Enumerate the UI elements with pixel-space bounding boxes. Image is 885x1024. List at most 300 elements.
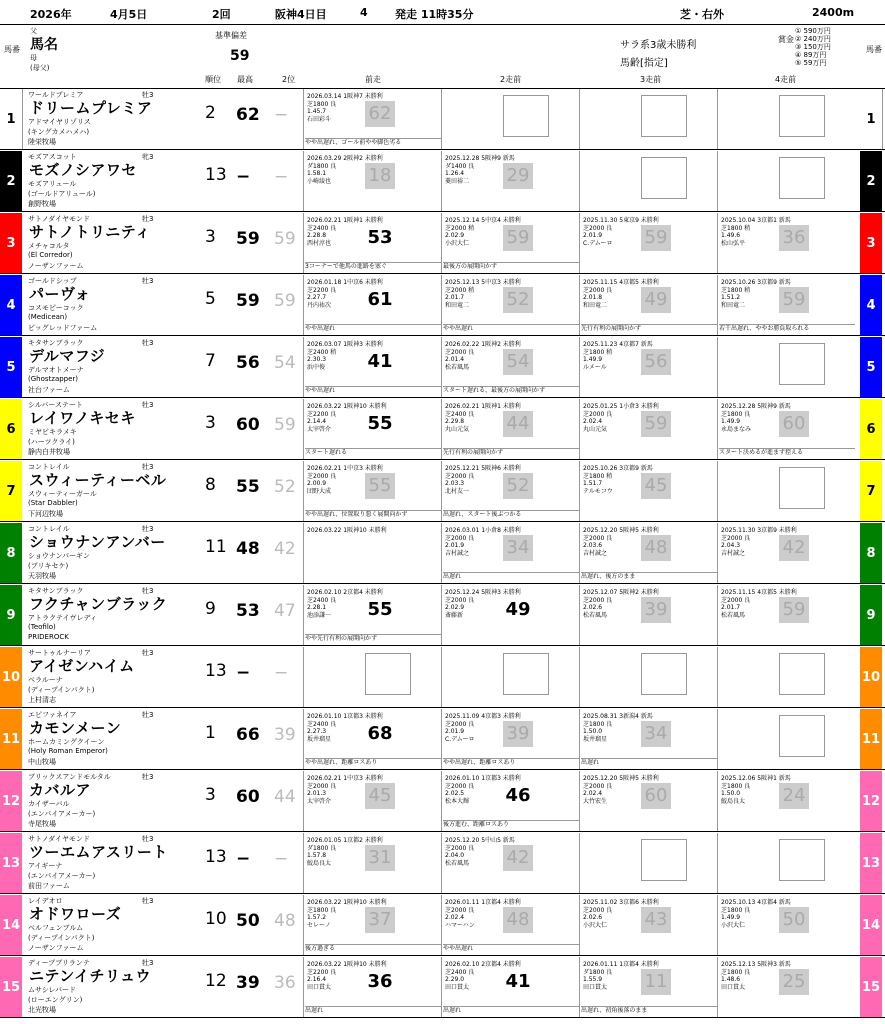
race-number: 4 <box>360 6 368 19</box>
past-race-index: 55 <box>365 473 395 499</box>
empty-race-grid <box>779 343 825 385</box>
best-index: 56 <box>236 353 260 373</box>
past-race-2 <box>443 91 579 147</box>
past-race-3 <box>581 711 717 767</box>
rank-value: 13 <box>205 847 227 867</box>
breeder: ノーザンファーム <box>28 262 84 270</box>
past-race-1 <box>305 463 441 519</box>
column-divider <box>717 585 718 645</box>
best-index: − <box>236 167 251 187</box>
breeder: 中山牧場 <box>28 758 56 766</box>
horse-number: 8 <box>860 523 882 583</box>
horse-age: 牡3 <box>142 91 154 99</box>
horse-age: 牡3 <box>142 215 154 223</box>
column-divider <box>441 523 442 583</box>
second-index: 42 <box>274 539 296 559</box>
col-prev1-label: 前走 <box>365 75 381 84</box>
past-race-info: 2025.12.07 5阪神2 未勝利 芝2000 良 2.02.6 松若風馬 <box>583 589 659 619</box>
column-divider <box>303 647 304 707</box>
dam-name: アイギーナ <box>28 862 63 870</box>
column-divider <box>579 957 580 1017</box>
horse-age: 牡3 <box>142 339 154 347</box>
horse-age: 牡3 <box>142 835 154 843</box>
horse-number: 4 <box>0 275 22 335</box>
breeder: 静内白井牧場 <box>28 448 70 456</box>
column-divider <box>579 833 580 893</box>
rank-value: 8 <box>205 475 216 495</box>
past-race-index: 41 <box>367 351 393 372</box>
column-divider <box>579 151 580 211</box>
past-race-comment: やや出遅れ <box>443 324 579 333</box>
past-race-comment: 出遅れ、スタート後ぶつかる <box>443 510 579 519</box>
past-race-info: 2026.02.21 1中京3 未勝利 芝2000 良 2.01.3 太宰啓介 <box>307 775 383 805</box>
index-summary <box>230 841 304 881</box>
past-race-comment: 若干出遅れ、ややお勝負取られる <box>719 324 855 333</box>
breeder: 北光牧場 <box>28 1006 56 1014</box>
past-race-index: 42 <box>503 845 533 871</box>
past-race-3 <box>581 91 717 147</box>
horse-name[interactable]: ショウナンアンバー <box>29 533 166 551</box>
horse-row <box>0 523 885 584</box>
horse-row <box>0 275 885 336</box>
index-summary <box>230 345 304 385</box>
horse-number: 11 <box>0 709 22 769</box>
column-divider <box>579 213 580 273</box>
past-race-info: 2025.12.20 5阪神5 未勝利 芝2000 良 2.03.6 吉村誠之 <box>583 527 659 557</box>
past-race-comment: 出遅れ <box>443 1006 579 1015</box>
prize-1: ① 590万円 <box>795 27 831 35</box>
horse-number: 10 <box>860 647 882 707</box>
second-index: 54 <box>274 353 296 373</box>
horse-name[interactable]: レイワノキセキ <box>29 409 136 427</box>
index-summary <box>230 469 304 509</box>
horse-name[interactable]: オドワローズ <box>29 905 122 923</box>
horse-name[interactable]: カバルア <box>29 781 92 799</box>
broodmare-sire: (Star Dabbler) <box>28 499 78 507</box>
past-race-index: 55 <box>367 599 393 620</box>
column-divider <box>717 213 718 273</box>
second-index: 59 <box>274 229 296 249</box>
past-race-1 <box>305 153 441 209</box>
race-condition: 馬齢[指定] <box>620 58 668 69</box>
past-race-info: 2025.08.31 3新潟4 新馬 芝1800 良 1.50.0 坂井瑠星 <box>583 713 653 743</box>
past-race-index: 24 <box>779 783 809 809</box>
past-race-index: 39 <box>503 721 533 747</box>
broodmare-sire: (ディープインパクト) <box>28 686 95 694</box>
past-race-3 <box>581 525 717 581</box>
past-race-1 <box>305 215 441 271</box>
sire-name: コントレイル <box>28 525 70 533</box>
horse-number: 2 <box>0 151 22 211</box>
column-divider <box>579 461 580 521</box>
column-divider <box>441 461 442 521</box>
past-race-index: 11 <box>641 969 671 995</box>
past-race-info: 2025.11.30 3京都9 未勝利 芝2000 良 2.04.3 吉村誠之 <box>721 527 797 557</box>
column-divider <box>579 709 580 769</box>
empty-race-grid <box>779 715 825 757</box>
horse-number: 15 <box>0 957 22 1017</box>
horse-row <box>0 461 885 522</box>
rank-value: 9 <box>205 599 216 619</box>
second-index: 39 <box>274 725 296 745</box>
horse-number: 8 <box>0 523 22 583</box>
horse-info <box>24 461 200 521</box>
past-race-1 <box>305 711 441 767</box>
past-race-2 <box>443 153 579 209</box>
dam-name: アドマイヤリゾリス <box>28 118 91 126</box>
rank-value: 12 <box>205 971 227 991</box>
past-race-comment: スタート遅れる <box>305 448 441 457</box>
second-index: 47 <box>274 601 296 621</box>
horse-number: 6 <box>0 399 22 459</box>
best-index: 48 <box>236 539 260 559</box>
past-race-2 <box>443 339 579 395</box>
horse-number: 1 <box>0 89 23 149</box>
sire-name: サトノダイヤモンド <box>28 835 90 843</box>
second-index: 48 <box>274 911 296 931</box>
horse-number: 1 <box>860 89 883 149</box>
past-race-index: 44 <box>503 411 533 437</box>
horse-name[interactable]: フクチャンブラック <box>29 595 168 613</box>
past-race-4 <box>719 959 855 1015</box>
past-race-1 <box>305 277 441 333</box>
column-divider <box>717 709 718 769</box>
past-race-2 <box>443 649 579 705</box>
past-race-4 <box>719 773 855 829</box>
best-index: 59 <box>236 291 260 311</box>
horse-number: 6 <box>860 399 882 459</box>
horse-info <box>24 957 200 1017</box>
past-race-info: 2026.01.05 1京都2 未勝利 ダ1800 良 1.57.8 鮫島良太 <box>307 837 383 867</box>
column-divider <box>441 585 442 645</box>
col-prev2-label: 2走前 <box>500 75 522 84</box>
col-prev4-label: 4走前 <box>775 75 797 84</box>
horse-info <box>24 523 200 583</box>
past-race-comment: 後方進む、距離ロスあり <box>443 820 579 829</box>
rank-value: 13 <box>205 165 227 185</box>
race-date: 4月5日 <box>110 8 148 21</box>
empty-race-grid <box>641 157 687 199</box>
second-index: − <box>274 167 289 187</box>
best-index: 62 <box>236 105 260 125</box>
horse-name[interactable]: サトノトリニティ <box>29 223 151 241</box>
column-divider <box>579 89 580 149</box>
horse-age: 牡3 <box>142 897 154 905</box>
horse-name[interactable]: アイゼンハイム <box>29 657 135 675</box>
past-race-index: 25 <box>779 969 809 995</box>
prize-5: ⑤ 59万円 <box>795 59 827 67</box>
empty-race-grid <box>503 95 549 137</box>
second-index: 59 <box>274 415 296 435</box>
past-race-info: 2025.12.21 5阪神6 未勝利 芝2000 良 2.03.3 北村友一 <box>445 465 521 495</box>
horse-info <box>24 399 200 459</box>
column-divider <box>441 709 442 769</box>
past-race-info: 2025.11.02 3京都6 未勝利 芝2000 良 2.02.6 小沢大仁 <box>583 899 659 929</box>
index-summary <box>230 655 304 695</box>
horse-number: 14 <box>0 895 22 955</box>
sire-name: ブリックスアンドモルタル <box>28 773 111 781</box>
column-divider <box>303 399 304 459</box>
past-race-3 <box>581 339 717 395</box>
horse-info <box>24 89 200 149</box>
past-race-1 <box>305 525 441 581</box>
rank-value: 3 <box>205 413 216 433</box>
col-horse-label: 馬名 <box>30 37 58 53</box>
past-race-2 <box>443 835 579 891</box>
past-race-1 <box>305 587 441 643</box>
past-race-index: 52 <box>503 287 533 313</box>
dam-name: モズアリュール <box>28 180 77 188</box>
past-race-info: 2026.01.10 1京都3 未勝利 芝2400 良 2.27.3 坂井瑠星 <box>307 713 383 743</box>
horse-name[interactable]: デルマフジ <box>29 347 106 365</box>
past-race-3 <box>581 401 717 457</box>
past-race-index: 37 <box>365 907 395 933</box>
past-race-info: 2025.12.20 5中山5 新馬 芝2000 良 2.04.0 松若風馬 <box>445 837 515 867</box>
horse-row <box>0 771 885 832</box>
column-divider <box>441 895 442 955</box>
race-kai: 2回 <box>212 8 231 21</box>
horse-row <box>0 957 885 1018</box>
past-race-info: 2025.10.26 3京都9 新馬 芝1800 稍 1.51.7 テルモコウ <box>583 465 653 495</box>
horse-row <box>0 709 885 770</box>
horse-name[interactable]: パーヴォ <box>29 285 91 303</box>
horse-info <box>24 833 200 893</box>
column-divider <box>441 151 442 211</box>
rank-value: 7 <box>205 351 216 371</box>
past-race-comment: 最後方の展開向かず <box>443 262 579 271</box>
column-divider <box>717 771 718 831</box>
past-race-1 <box>305 897 441 953</box>
horse-number: 12 <box>860 771 882 831</box>
horse-number: 15 <box>860 957 882 1017</box>
past-race-index: 48 <box>641 535 671 561</box>
horse-number: 2 <box>860 151 882 211</box>
past-race-4 <box>719 463 855 519</box>
past-race-index: 59 <box>641 411 671 437</box>
horse-number: 9 <box>0 585 22 645</box>
horse-info <box>24 895 200 955</box>
breeder: 前田ファーム <box>28 882 70 890</box>
sire-name: シルバーステート <box>28 401 83 409</box>
horse-name[interactable]: ドリームプレミア <box>29 99 153 117</box>
broodmare-sire: (Teofilo) <box>28 623 56 631</box>
sire-name: エピファネイア <box>28 711 77 719</box>
best-index: 60 <box>236 415 260 435</box>
race-start-time: 発走 11時35分 <box>395 8 474 21</box>
past-race-info: 2026.02.21 1阪神1 未勝利 芝2400 良 2.29.8 丸山元気 <box>445 403 521 433</box>
column-divider <box>579 647 580 707</box>
past-race-index: 49 <box>641 287 671 313</box>
horse-number: 11 <box>860 709 882 769</box>
dam-name: ベルフェンブルム <box>28 924 84 932</box>
past-race-info: 2026.03.01 1小倉8 未勝利 芝2000 良 2.01.9 吉村誠之 <box>445 527 521 557</box>
broodmare-sire: (ハーツクライ) <box>28 438 75 446</box>
broodmare-sire: (Ghostzapper) <box>28 375 79 383</box>
horse-row <box>0 151 885 212</box>
empty-race-grid <box>779 157 825 199</box>
second-index: − <box>274 105 289 125</box>
past-race-index: 62 <box>365 101 395 127</box>
index-summary <box>230 903 304 943</box>
past-race-index: 36 <box>367 971 393 992</box>
column-divider <box>303 151 304 211</box>
column-divider <box>717 523 718 583</box>
column-divider <box>303 461 304 521</box>
past-race-info: 2025.11.30 5東京9 未勝利 芝2000 良 2.01.9 C.デムーロ <box>583 217 659 247</box>
horse-info <box>24 585 200 645</box>
horse-name[interactable]: スウィーティーベル <box>29 471 167 489</box>
past-race-info: 2026.01.10 1京都3 未勝利 芝2000 良 2.02.5 松本大輝 <box>445 775 521 805</box>
rank-value: 1 <box>205 723 216 743</box>
index-summary <box>230 593 304 633</box>
past-race-index: 43 <box>641 907 671 933</box>
dam-name: スウィーティーガール <box>28 490 97 498</box>
column-divider <box>717 461 718 521</box>
dam-name: カイザーバル <box>28 800 70 808</box>
dam-name: ミヤビキラメキ <box>28 428 77 436</box>
past-race-info: 2025.12.13 5中京3 未勝利 芝2000 稍 2.01.7 和田竜二 <box>445 279 521 309</box>
past-race-comment: やや出遅れ、位置取り悪く展開向かず <box>305 510 441 519</box>
broodmare-sire: (El Corredor) <box>28 251 73 259</box>
column-divider <box>303 957 304 1017</box>
column-divider <box>717 833 718 893</box>
horse-number: 13 <box>860 833 882 893</box>
past-race-index: 34 <box>641 721 671 747</box>
prize-3: ③ 150万円 <box>795 43 831 51</box>
dam-name: メチャコルタ <box>28 242 70 250</box>
col-gate-label: 馬番 <box>4 45 20 54</box>
empty-race-grid <box>641 95 687 137</box>
column-divider <box>441 89 442 149</box>
column-divider <box>303 585 304 645</box>
column-divider <box>441 275 442 335</box>
past-race-info: 2026.03.07 1阪神3 未勝利 芝2400 稍 2.30.3 浜中俊 <box>307 341 383 371</box>
past-race-index: 53 <box>367 227 393 248</box>
sire-name: レイデオロ <box>28 897 63 905</box>
breeder: 陸栄牧場 <box>28 138 56 146</box>
past-race-2 <box>443 897 579 953</box>
past-race-3 <box>581 773 717 829</box>
horse-number: 3 <box>0 213 22 273</box>
column-divider <box>303 89 304 149</box>
horse-name[interactable]: ツーエムアスリート <box>29 843 168 861</box>
broodmare-sire: (Holy Roman Emperor) <box>28 747 108 755</box>
column-divider <box>303 895 304 955</box>
past-race-1 <box>305 773 441 829</box>
sire-name: キタサンブラック <box>28 587 84 595</box>
past-race-info: 2026.02.21 1中京3 未勝利 芝2000 良 2.00.9 団野大成 <box>307 465 383 495</box>
horse-number: 5 <box>0 337 22 397</box>
past-race-index: 45 <box>641 473 671 499</box>
past-race-info: 2026.01.18 1中京6 未勝利 芝2200 良 2.27.7 丹内祐次 <box>307 279 383 309</box>
past-race-index: 29 <box>503 163 533 189</box>
past-race-index: 56 <box>641 349 671 375</box>
past-race-4 <box>719 897 855 953</box>
past-race-info: 2025.11.15 4京都5 未勝利 芝2000 良 2.01.7 松若風馬 <box>721 589 797 619</box>
col-dam-label: 母 <box>30 54 37 62</box>
horse-info <box>24 709 200 769</box>
horse-number: 10 <box>0 647 22 707</box>
empty-race-grid <box>779 467 825 509</box>
past-race-index: 18 <box>365 163 395 189</box>
race-class: サラ系3歳未勝利 <box>620 40 697 51</box>
best-index: − <box>236 663 251 683</box>
past-race-4 <box>719 649 855 705</box>
horse-age: 牡3 <box>142 773 154 781</box>
horse-row <box>0 585 885 646</box>
past-race-index: 36 <box>779 225 809 251</box>
rank-value: 13 <box>205 661 227 681</box>
past-race-3 <box>581 649 717 705</box>
past-race-info: 2025.12.24 5阪神3 未勝利 芝2000 良 2.02.9 斎藤新 <box>445 589 521 619</box>
dam-name: ベラルーナ <box>28 676 63 684</box>
horse-row <box>0 647 885 708</box>
empty-race-grid <box>503 653 549 695</box>
column-divider <box>441 771 442 831</box>
column-divider <box>717 275 718 335</box>
past-race-comment: 出遅れ、初角後落のまま <box>581 1006 717 1015</box>
past-race-2 <box>443 711 579 767</box>
past-race-4 <box>719 401 855 457</box>
column-divider <box>717 151 718 211</box>
past-race-info: 2025.01.25 1小倉3 未勝利 芝2000 良 2.02.4 丸山元気 <box>583 403 659 433</box>
sire-name: コントレイル <box>28 463 70 471</box>
horse-row <box>0 399 885 460</box>
past-race-index: 55 <box>367 413 393 434</box>
breeder: 寺尾牧場 <box>28 820 56 828</box>
horse-name[interactable]: カモンメーン <box>29 719 122 737</box>
empty-race-grid <box>779 95 825 137</box>
breeder: 天羽牧場 <box>28 572 56 580</box>
horse-number: 7 <box>860 461 882 521</box>
second-index: − <box>274 663 289 683</box>
best-index: − <box>236 849 251 869</box>
past-race-1 <box>305 339 441 395</box>
past-race-1 <box>305 91 441 147</box>
second-index: − <box>274 849 289 869</box>
rank-value: 5 <box>205 289 216 309</box>
race-header <box>0 6 885 24</box>
past-race-index: 42 <box>779 535 809 561</box>
sire-name: ディープブリランテ <box>28 959 90 967</box>
sire-name: モズアスコット <box>28 153 77 161</box>
horse-info <box>24 151 200 211</box>
horse-name[interactable]: ニテンイチリュウ <box>29 967 152 985</box>
past-race-comment: 出遅れ <box>443 572 579 581</box>
col-gate-label-right: 馬番 <box>866 45 882 54</box>
breeder: 下河辺牧場 <box>28 510 63 518</box>
col-prev3-label: 3走前 <box>640 75 662 84</box>
second-index: 36 <box>274 973 296 993</box>
index-summary <box>230 407 304 447</box>
past-race-3 <box>581 463 717 519</box>
past-race-info: 2025.12.06 5阪神1 新馬 芝1800 良 1.50.0 鮫島良太 <box>721 775 791 805</box>
past-race-comment: やや出遅れ <box>305 386 441 395</box>
prize-4: ④ 89万円 <box>795 51 827 59</box>
past-race-info: 2025.11.15 4京都5 未勝利 芝2000 良 2.01.8 和田竜二 <box>583 279 659 309</box>
dam-name: ホームカミングクイーン <box>28 738 105 746</box>
broodmare-sire: (ブリキセケ) <box>28 562 69 570</box>
horse-name[interactable]: モズノシアワセ <box>29 161 137 179</box>
past-race-index: 59 <box>779 597 809 623</box>
past-race-3 <box>581 215 717 271</box>
empty-race-grid <box>365 653 411 695</box>
past-race-2 <box>443 277 579 333</box>
column-divider <box>717 89 718 149</box>
horse-row <box>0 89 885 150</box>
column-divider <box>579 399 580 459</box>
index-summary <box>230 779 304 819</box>
